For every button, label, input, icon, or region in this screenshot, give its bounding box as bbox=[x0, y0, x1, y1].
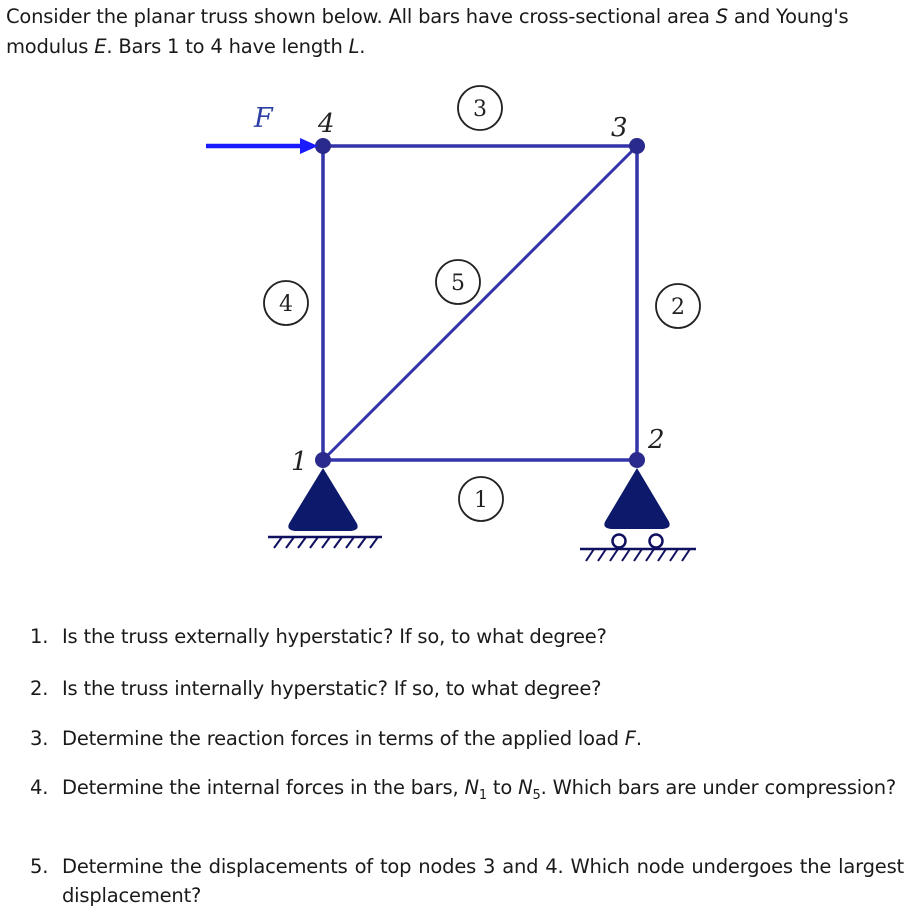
node-2 bbox=[629, 452, 645, 468]
question-text bbox=[62, 724, 904, 753]
symbol-L: L bbox=[348, 35, 360, 58]
force-label: F bbox=[254, 103, 273, 134]
question-text-part: to bbox=[486, 776, 519, 799]
question-text-part: Determine the reaction forces in terms of the applied load bbox=[62, 727, 625, 750]
intro-text-2c: . bbox=[359, 35, 366, 58]
question-text: Is the truss externally hyperstatic? If so, to what degree? bbox=[62, 625, 607, 648]
bar-5 bbox=[323, 146, 637, 460]
roller-wheel-right bbox=[650, 535, 663, 548]
question-number: 1. bbox=[30, 625, 49, 648]
symbol-N: N bbox=[464, 776, 479, 799]
node-3 bbox=[629, 138, 645, 154]
question-text-end: . bbox=[635, 727, 642, 750]
roller-support-node-2 bbox=[580, 468, 696, 561]
intro-text-1b: and Young's bbox=[727, 5, 849, 28]
symbol-S: S bbox=[715, 5, 728, 28]
question-4 bbox=[30, 773, 904, 810]
symbol-N: N bbox=[518, 776, 533, 799]
intro-text-1: Consider the planar truss shown below. All bars have cross-sectional area bbox=[6, 5, 716, 28]
node-label-3: 3 bbox=[611, 113, 628, 143]
question-3 bbox=[30, 724, 904, 753]
node-label-4: 4 bbox=[318, 109, 335, 139]
question-1 bbox=[30, 622, 904, 651]
bar-label-4: 4 bbox=[279, 292, 293, 317]
bar-label-3: 3 bbox=[473, 97, 487, 122]
question-text bbox=[62, 773, 904, 810]
roller-wheel-left bbox=[613, 535, 626, 548]
question-number: 3. bbox=[30, 727, 49, 750]
symbol-F: F bbox=[624, 727, 636, 750]
question-2 bbox=[30, 674, 904, 703]
question-5 bbox=[30, 852, 904, 910]
intro-text-2a: modulus bbox=[6, 35, 95, 58]
question-text: Determine the displacements of top nodes 3 and 4. Which node undergoes the largest displacement? bbox=[62, 855, 904, 907]
question-text-part: . Which bars are under compression? bbox=[540, 776, 897, 799]
subscript: 5 bbox=[532, 787, 541, 803]
question-number: 5. bbox=[30, 855, 49, 878]
question-text: Is the truss internally hyperstatic? If so, to what degree? bbox=[62, 677, 602, 700]
node-1 bbox=[315, 452, 331, 468]
node-label-1: 1 bbox=[291, 447, 308, 477]
bar-label-1: 1 bbox=[474, 488, 488, 513]
subscript: 1 bbox=[478, 787, 487, 803]
force-arrow bbox=[206, 138, 318, 154]
node-label-2: 2 bbox=[648, 425, 665, 455]
question-number: 2. bbox=[30, 677, 49, 700]
pin-support-node-1 bbox=[268, 468, 382, 548]
bar-label-2: 2 bbox=[671, 295, 685, 320]
symbol-E: E bbox=[94, 35, 107, 58]
question-text-part: Determine the internal forces in the bars, bbox=[62, 776, 465, 799]
question-number: 4. bbox=[30, 776, 49, 799]
intro-text-2b: . Bars 1 to 4 have length bbox=[106, 35, 349, 58]
bar-label-5: 5 bbox=[451, 271, 465, 296]
